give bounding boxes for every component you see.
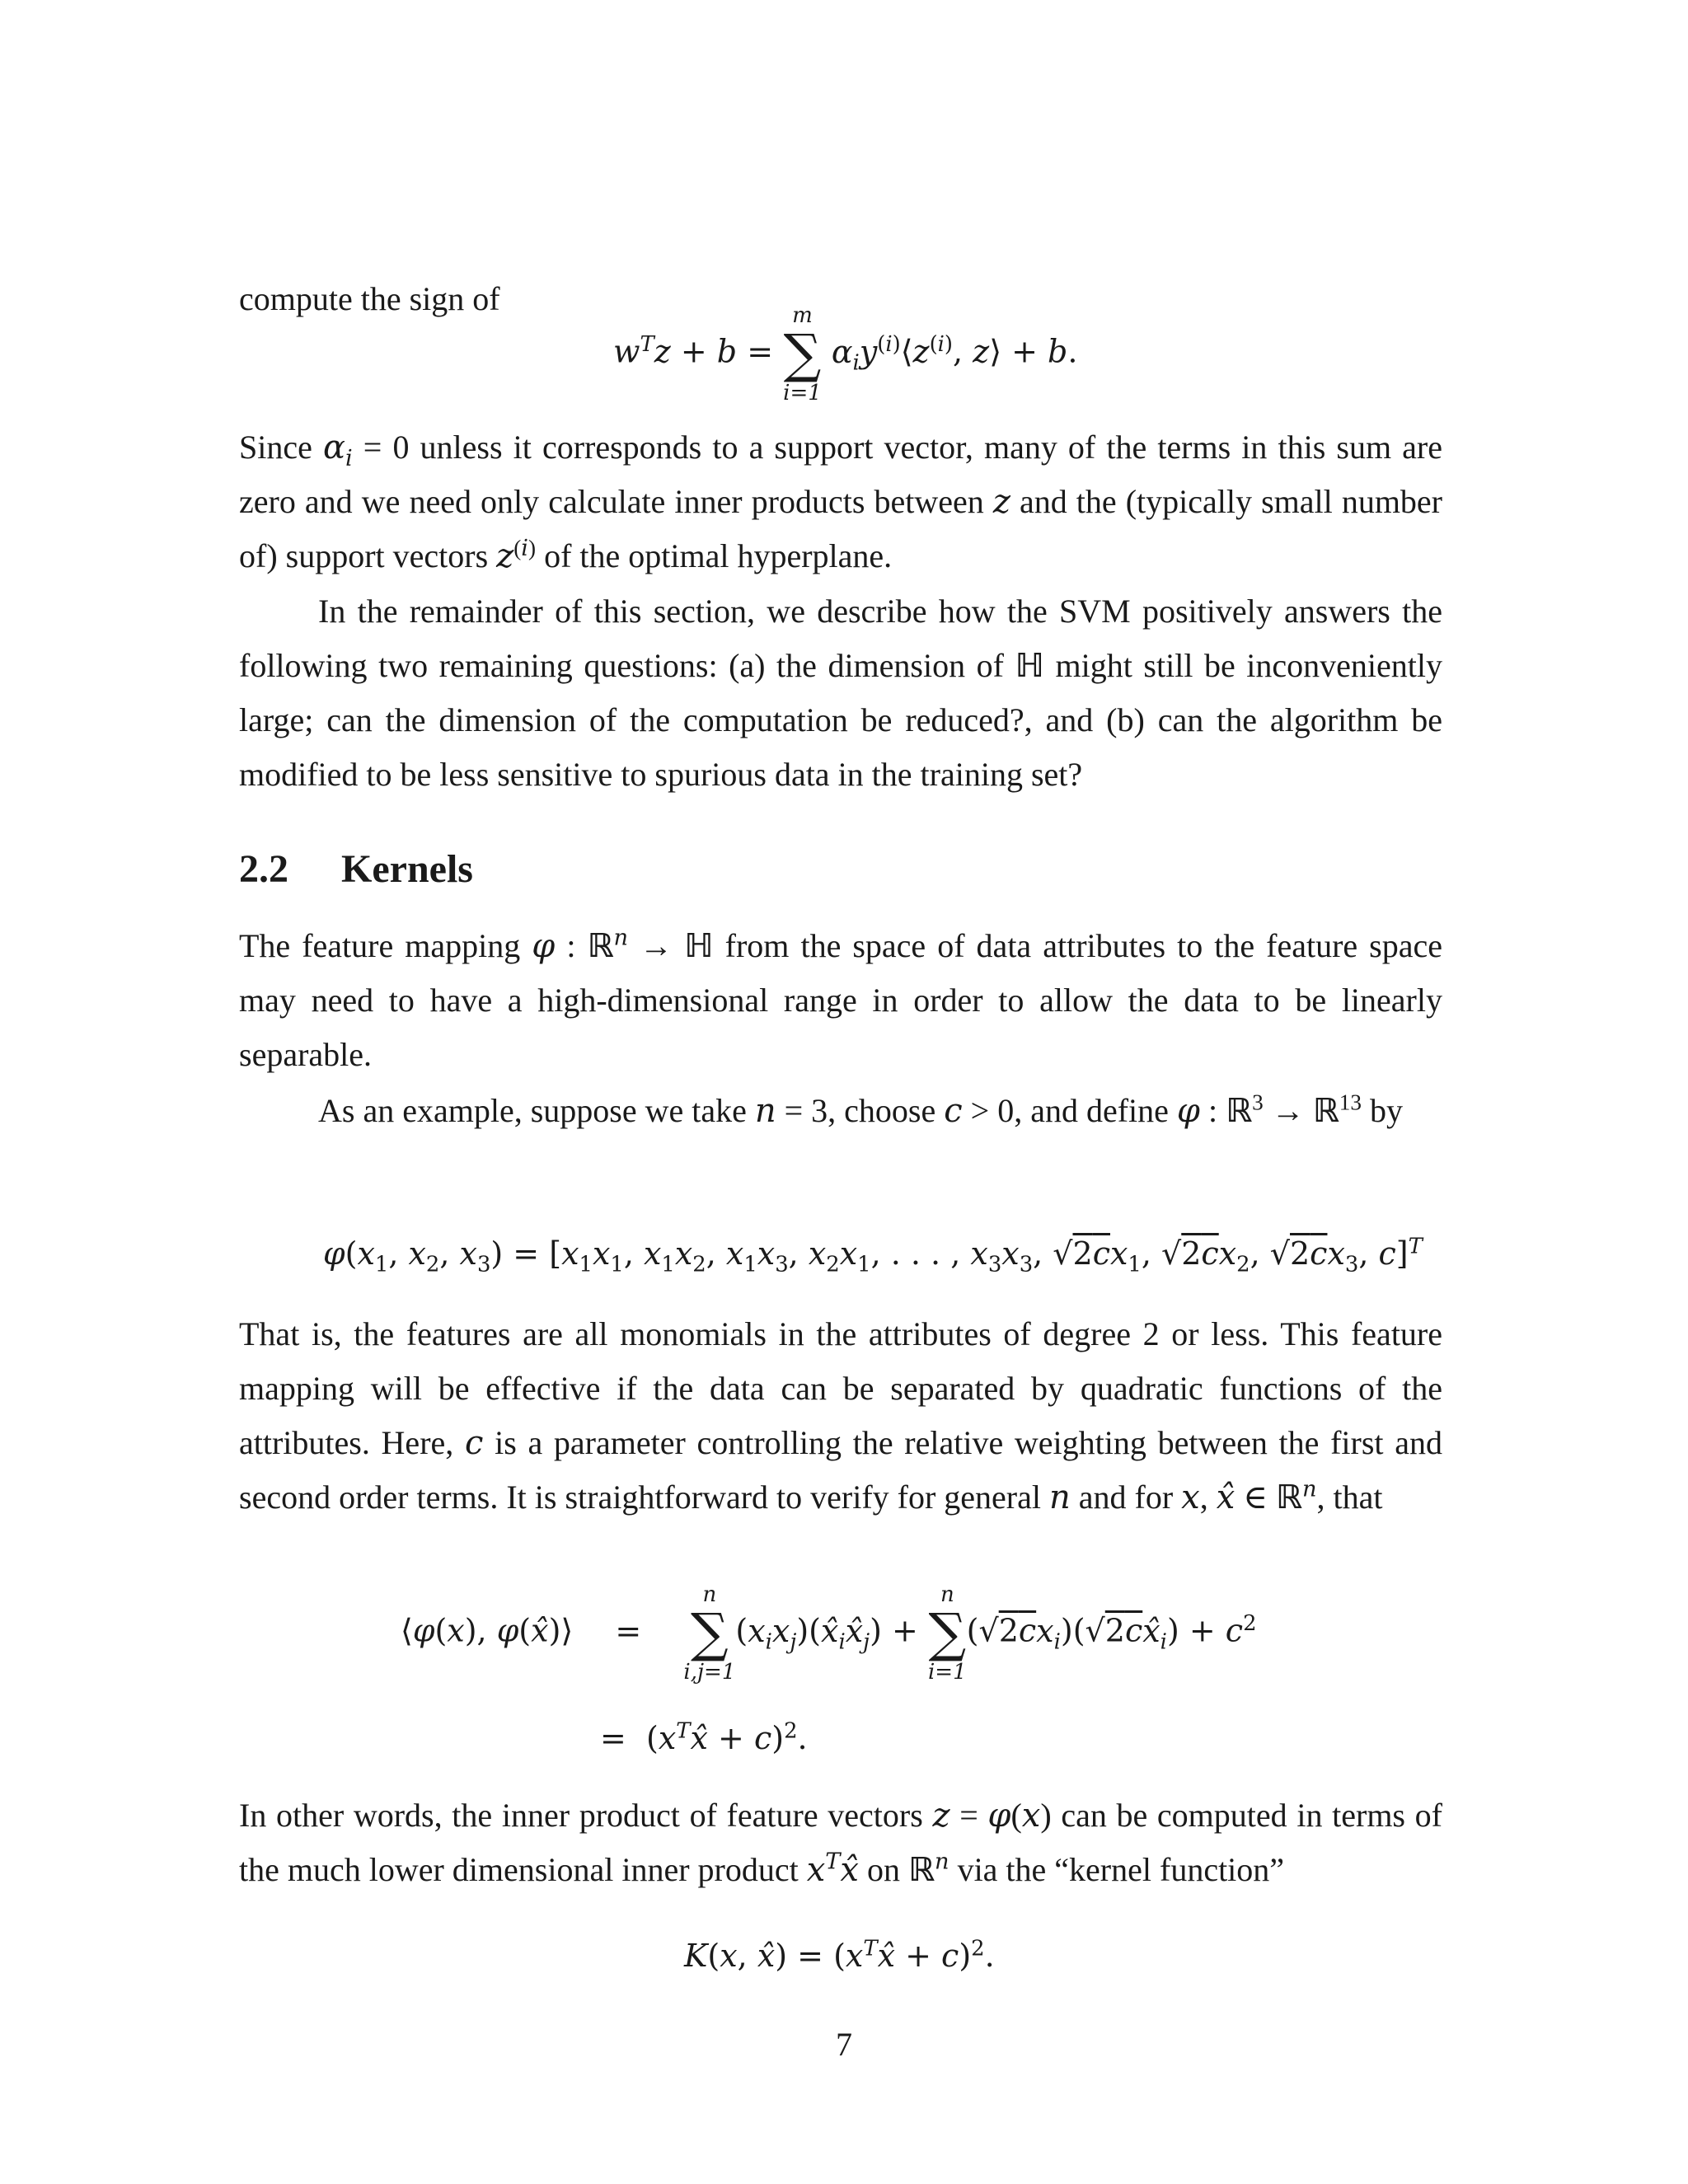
intro-text: compute the sign of	[239, 280, 500, 317]
section-heading	[239, 842, 473, 897]
equation-phi-map: $\varphi(x_1$, $x_2$, $x_3) = [x_1x_1$, $x_1x_2$, $x_1x_3$, $x_2x_1$, . . . , $x_3x_3$, $√2cx_1$, $√2cx_2$, $√2cx_3$, c]$^T$	[323, 1234, 1423, 1277]
equation-inner-product-line1: ⟨φ(x), φ(x̂)⟩ = n ∑ i,j=1 $(x_ix_j)(x̂_ix̂_j)$ + n ∑ i=1 $(√2cx_i)(√2cx̂_i) + c^2$	[401, 1582, 1257, 1685]
paragraph-monomials	[239, 1307, 1442, 1525]
paragraph-remainder-text: In the remainder of this section, we describe how the SVM positively answers the following two remaining questions: (a) the dimension of ℍ might still be inconveniently large; can the dimension of the computation be reduced?, and (b) can the algorithm be modified to be less sensitive to spurious data in the training set?	[239, 593, 1442, 793]
paragraph-feature	[239, 919, 1442, 1082]
paragraph-monomials-text: That is, the features are all monomials in the attributes of degree 2 or less. This feature mapping will be effective if the data can be separated by quadratic functions of the attributes. Here, c is a parameter controlling the relative weighting between the first and second order terms. It is straightforward to verify for general n and for x, x̂ ∈ ℝ$^n$, that	[239, 1315, 1442, 1516]
paragraph-since-text: Since $\alpha_i = 0$ unless it corresponds to a support vector, many of the terms in this sum are zero and we need only calculate inner products between z and the (typically small number of) support vectors $z^{(i)}$ of the optimal hyperplane.	[239, 429, 1443, 575]
sum-symbol: m ∑ i=1	[783, 303, 822, 405]
paragraph-example	[239, 1084, 1442, 1138]
section-number: 2.2	[239, 847, 288, 891]
section-title: Kernels	[341, 847, 473, 891]
equation-decision: $w^Tz + b$ = m ∑ i=1 $\alpha_iy^{(i)}⟨z^{(i)}$, z⟩ + b.	[613, 303, 1078, 405]
equation-inner-product-line2: = $(x^Tx̂ + c)^2$.	[600, 1718, 808, 1756]
paragraph-feature-text: The feature mapping φ : ℝ$^n$ → ℍ from the space of data attributes to the feature space may need to have a high-dimensional range in order to allow the data to be linearly separable.	[239, 925, 1443, 1073]
paragraph-remainder	[239, 584, 1442, 802]
paragraph-since	[239, 420, 1442, 583]
paragraph-other-words-text: In other words, the inner product of feature vectors z = φ(x) can be computed in terms of the much lower dimensional inner product $x^Tx̂$ on ℝ$^n$ via the “kernel function”	[239, 1797, 1442, 1889]
paragraph-example-text: As an example, suppose we take n = 3, choose c > 0, and define φ : ℝ$^3$ → ℝ$^{13}$ by	[318, 1090, 1403, 1130]
equation-kernel: K(x, x̂) = $(x^Tx̂ + c)^2$.	[684, 1936, 995, 1974]
paragraph-other-words	[239, 1788, 1442, 1897]
page-number: 7	[836, 2026, 852, 2063]
